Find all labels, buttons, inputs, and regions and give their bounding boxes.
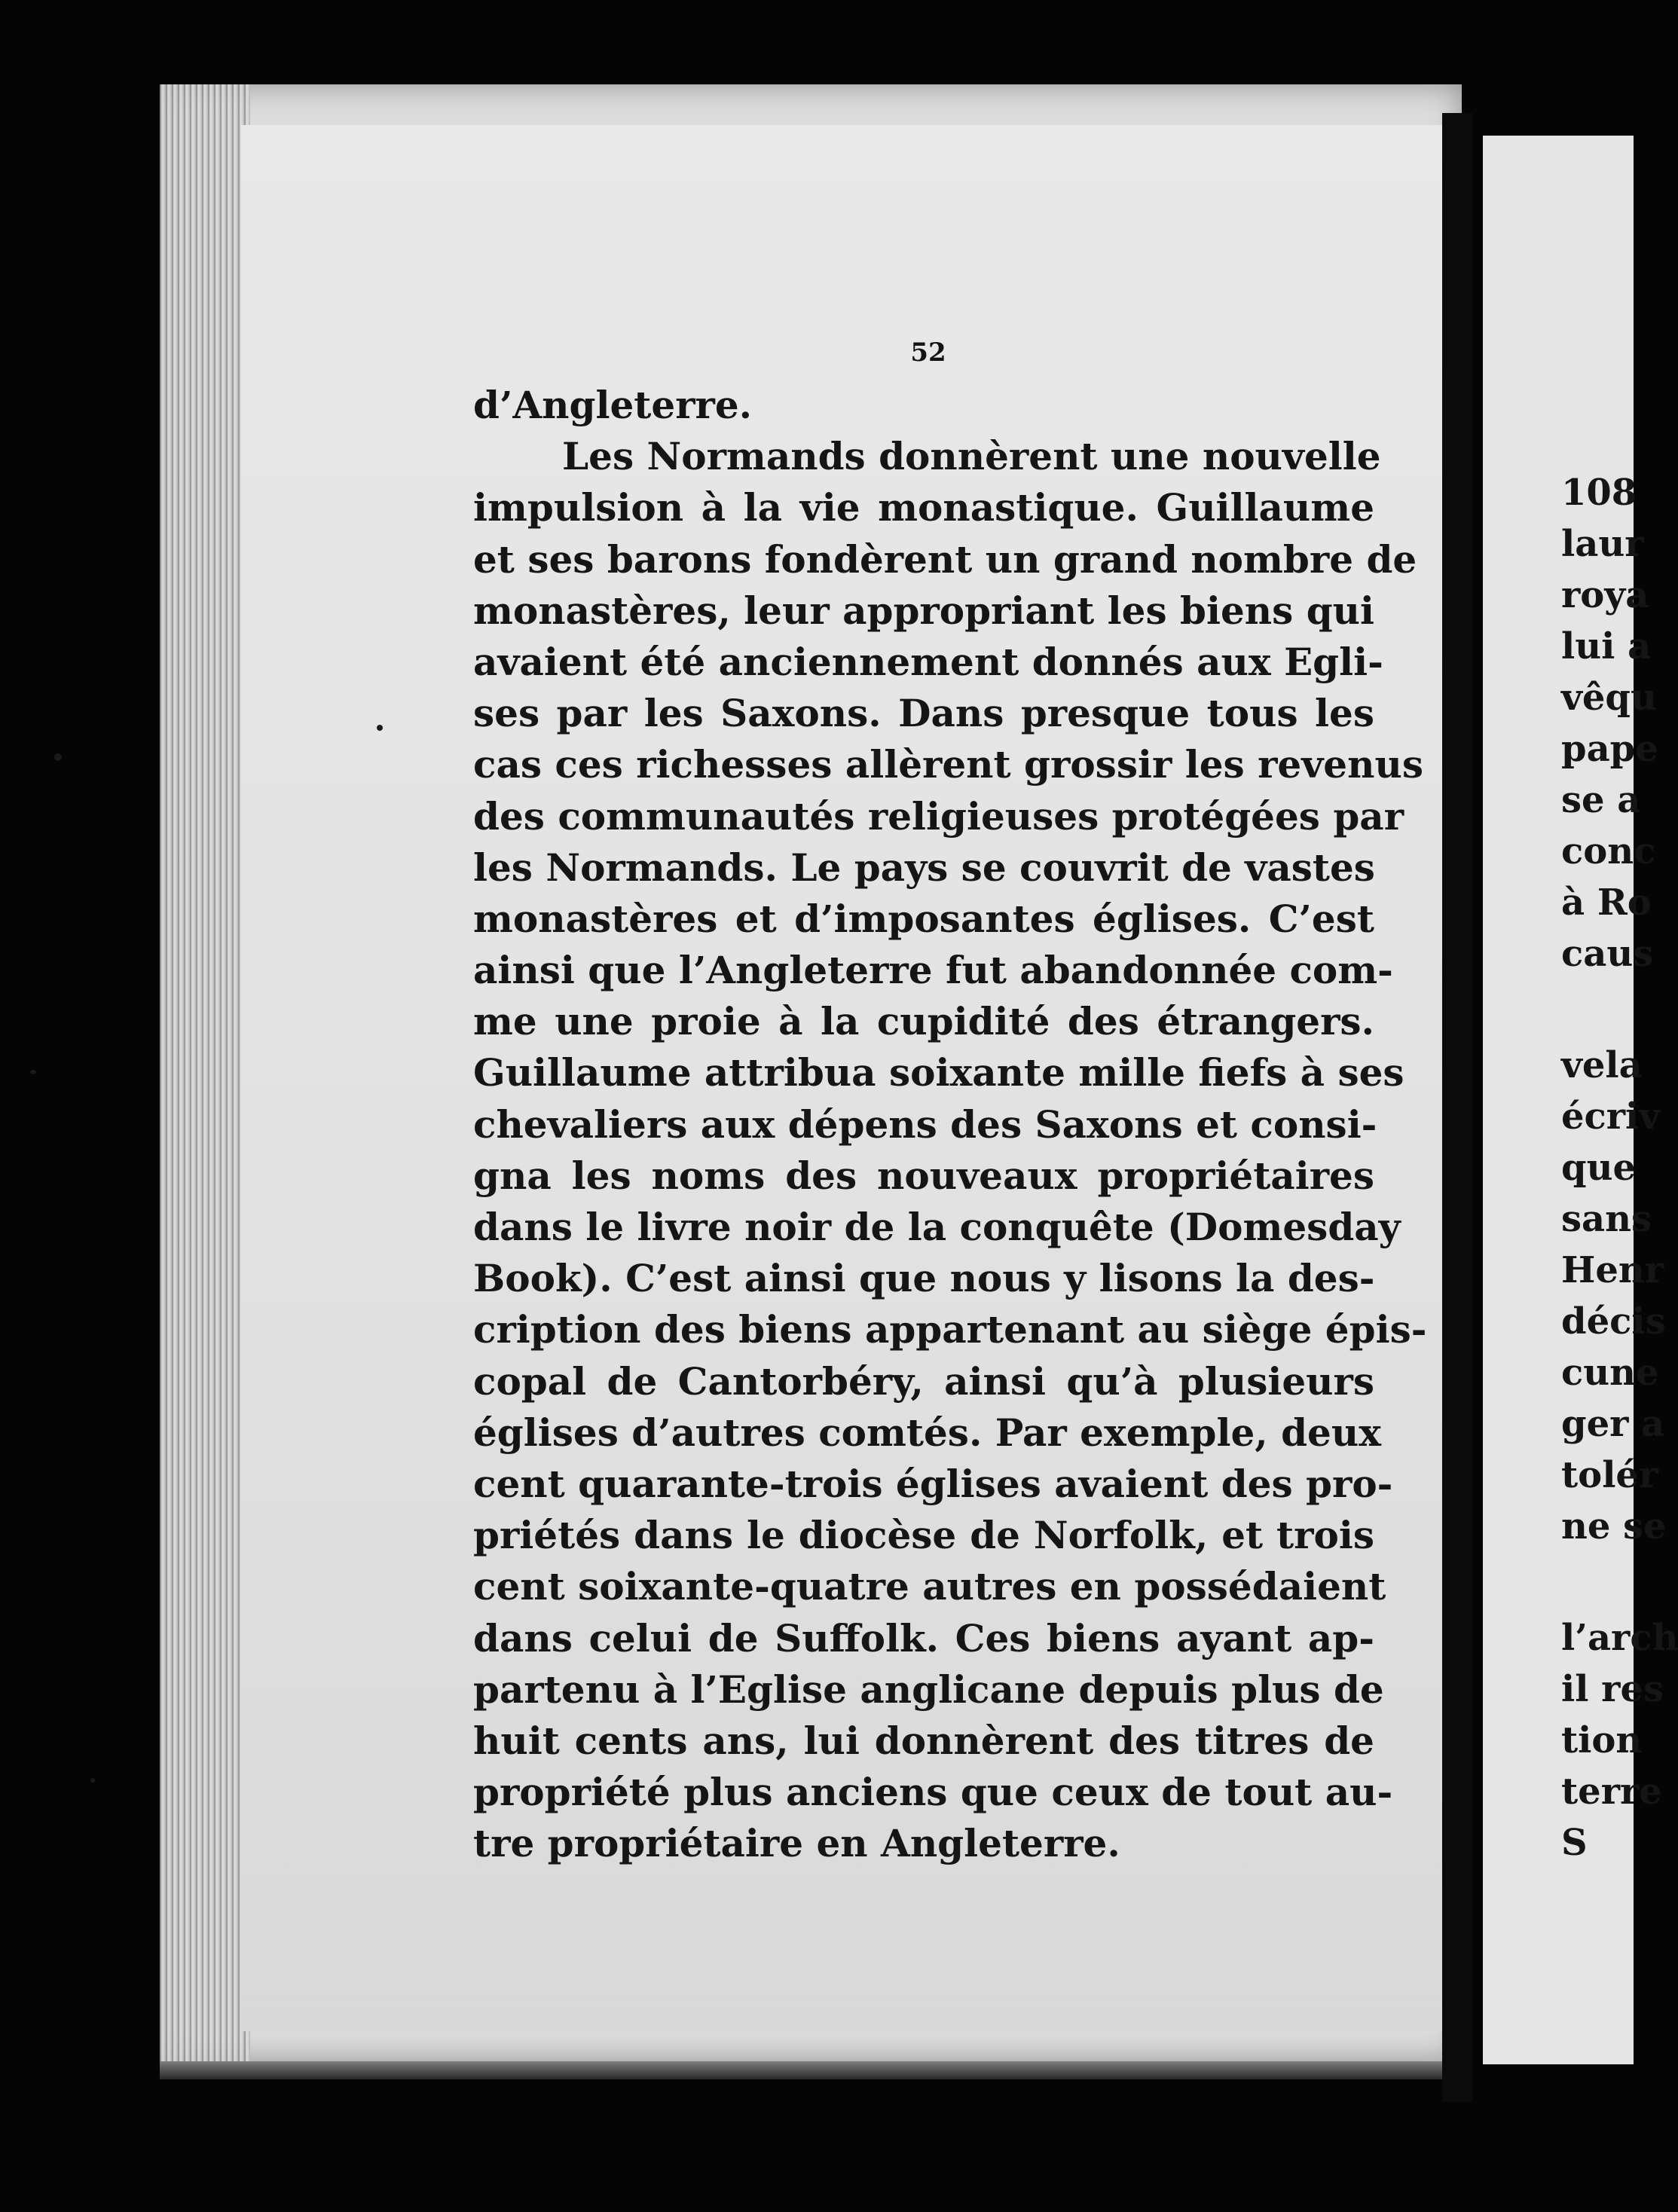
text-line: impulsion à la vie monastique. Guillaume [473,485,1374,530]
scan-speck [90,1778,95,1783]
text-line: monastères et d’imposantes églises. C’est [473,896,1374,941]
text-line: ainsi que l’Angleterre fut abandonnée com- [473,948,1393,993]
text-line: tre propriétaire en Angleterre. [473,1821,1120,1866]
facing-line: il res [1561,1668,1664,1710]
facing-line: cune [1561,1352,1659,1394]
facing-line: sans [1561,1198,1652,1240]
facing-line: à Ro [1561,881,1652,924]
facing-line: lui a [1561,625,1652,668]
text-line: cent quarante-trois églises avaient des pro- [473,1461,1393,1506]
paragraph-gap [1561,1552,1634,1612]
text-line: cas ces richesses allèrent grossir les revenus [473,742,1423,787]
page-number: 52 [910,338,946,368]
text-line: Book). C’est ainsi que nous y lisons la des- [473,1256,1375,1301]
facing-line: roya [1561,574,1649,616]
text-line: avaient été anciennement donnés aux Egli- [473,639,1383,684]
facing-line: vela [1561,1044,1643,1086]
facing-line: écriv [1561,1095,1661,1138]
text-line: dans celui de Suffolk. Ces biens ayant ap- [473,1615,1374,1661]
facing-line: ne se [1561,1505,1667,1547]
facing-line: S [1561,1822,1588,1864]
facing-page-text [1561,467,1678,1868]
facing-line: ger a [1561,1403,1665,1445]
facing-line: pape [1561,728,1658,770]
page-edges [160,84,250,2061]
book-gutter [1442,113,1472,2102]
book-bottom-edge [160,2061,1462,2079]
body-text [473,380,1427,1869]
text-line: cent soixante-quatre autres en possédaient [473,1564,1386,1609]
text-line: me une proie à la cupidité des étrangers. [473,999,1374,1044]
text-line: cription des biens appartenant au siège épis- [473,1307,1427,1352]
facing-line: conc [1561,830,1656,872]
text-line: copal de Cantorbéry, ainsi qu’à plusieurs [473,1358,1374,1404]
facing-line: vêqu [1561,677,1657,719]
facing-line: caus [1561,933,1654,975]
facing-line: se a [1561,779,1641,821]
text-line: des communautés religieuses protégées par [473,793,1404,839]
text-line: gna les noms des nouveaux propriétaires [473,1153,1374,1198]
text-line: chevaliers aux dépens des Saxons et consi- [473,1101,1377,1147]
facing-line: laur [1561,523,1644,565]
text-line: huit cents ans, lui donnèrent des titres de [473,1718,1374,1763]
facing-line: Henr [1561,1249,1664,1291]
scan-speck [54,753,62,761]
facing-line: tolér [1561,1454,1658,1496]
text-line: d’Angleterre. [473,383,753,427]
text-line: partenu à l’Eglise anglicane depuis plus de [473,1667,1384,1712]
text-line: monastères, leur appropriant les biens qui [473,588,1374,633]
text-line: dans le livre noir de la conquête (Domesday [473,1205,1401,1249]
facing-line: 108 [1561,472,1637,514]
text-line: Guillaume attribua soixante mille fiefs à ses [473,1050,1404,1095]
facing-line: l’arch [1561,1617,1678,1659]
facing-line: décis [1561,1300,1666,1343]
text-line: priétés dans le diocèse de Norfolk, et trois [473,1513,1374,1558]
facing-line: terre [1561,1771,1662,1813]
facing-line: tion [1561,1719,1643,1761]
text-line: ses par les Saxons. Dans presque tous les [473,691,1374,736]
paragraph-gap [1561,979,1634,1040]
text-line: propriété plus anciens que ceux de tout au- [473,1770,1393,1815]
text-line: Les Normands donnèrent une nouvelle [562,434,1381,479]
text-line: églises d’autres comtés. Par exemple, deux [473,1410,1382,1455]
scan-speck [377,725,383,731]
text-line: les Normands. Le pays se couvrit de vastes [473,845,1375,890]
text-line: et ses barons fondèrent un grand nombre de [473,536,1417,582]
facing-line: que [1561,1147,1636,1189]
scan-speck [30,1070,36,1074]
